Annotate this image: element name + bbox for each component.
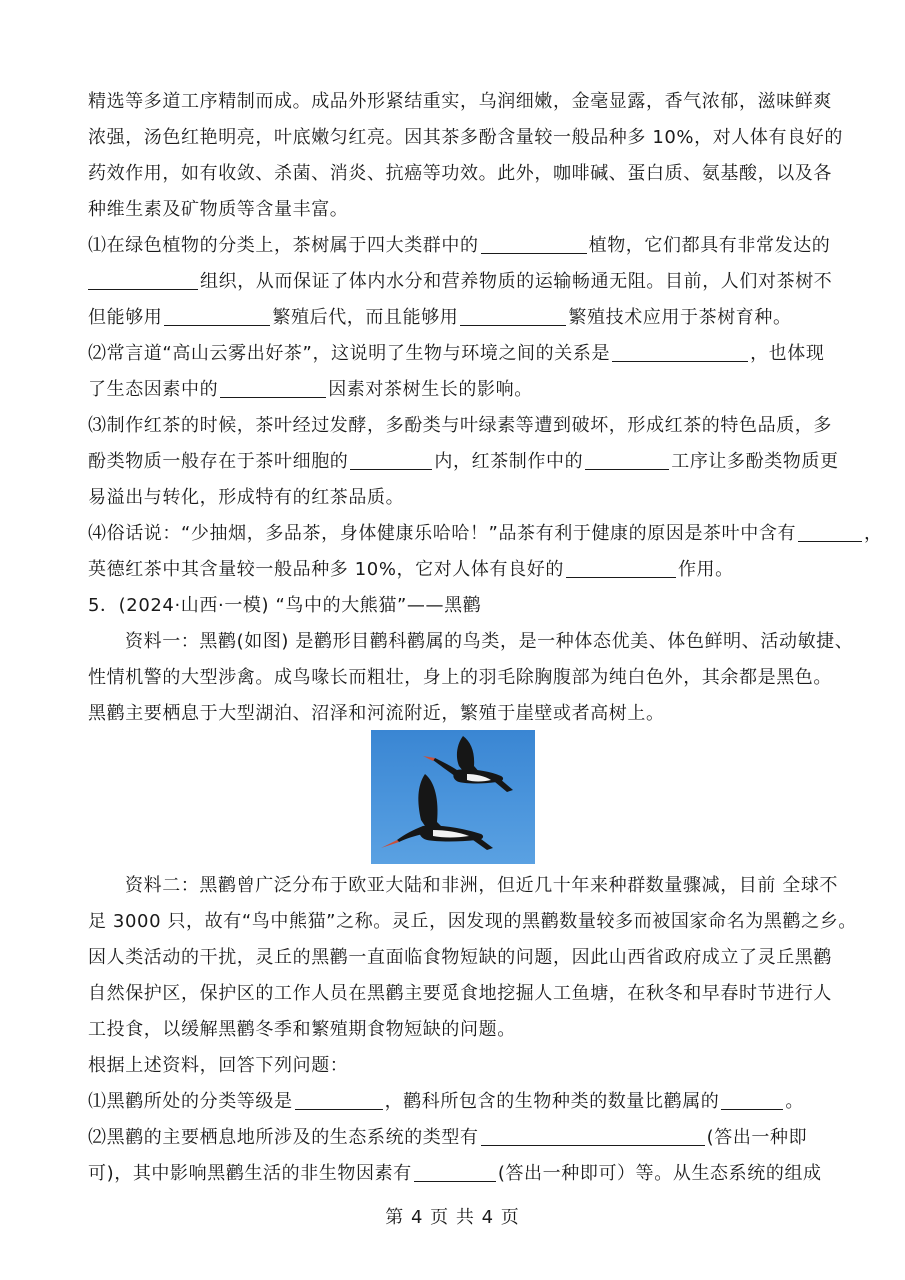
answer-blank[interactable]	[585, 451, 669, 470]
text: 因人类活动的干扰，灵丘的黑鹳一直面临食物短缺的问题，因此山西省政府成立了灵丘黑鹳	[88, 947, 832, 968]
text-line	[88, 198, 823, 222]
text: 资料二：黑鹳曾广泛分布于欧亚大陆和非洲，但近几十年来种群数量骤减，目前 全球不	[125, 875, 839, 896]
answer-blank[interactable]	[798, 523, 862, 542]
answer-blank[interactable]	[164, 307, 270, 326]
text: 繁殖技术应用于茶树育种。	[568, 307, 792, 328]
material-2-line	[88, 910, 857, 934]
text-line	[88, 90, 832, 114]
text: 繁殖后代，而且能够用	[272, 307, 459, 328]
question-2-line	[88, 342, 823, 366]
question-5-2-line	[88, 1162, 823, 1186]
page-number: 第 4 页 共 4 页	[385, 1207, 520, 1228]
text: 英德红茶中其含量较一般品种多 10%，它对人体有良好的	[88, 559, 564, 580]
text: ⑷俗话说：“少抽烟，多品茶，身体健康乐哈哈！”品茶有利于健康的原因是茶叶中含有	[88, 523, 797, 544]
material-1-line	[125, 630, 854, 654]
text: 工序让多酚类物质更	[671, 451, 839, 472]
text-line	[88, 126, 843, 150]
question-2-line	[88, 378, 823, 402]
black-stork-photo	[371, 730, 535, 864]
text: 自然保护区，保护区的工作人员在黑鹳主要觅食地挖掘人工鱼塘，在秋冬和早春时节进行人	[88, 983, 832, 1004]
question-3-line	[88, 450, 839, 474]
answer-blank[interactable]	[460, 307, 566, 326]
question-5-2-line	[88, 1126, 823, 1150]
text: 可)，其中影响黑鹳生活的非生物因素有	[88, 1163, 412, 1184]
instruction-line	[88, 1054, 823, 1078]
material-2-line	[88, 982, 832, 1006]
material-1-line	[88, 702, 823, 726]
text: ，鹳科所包含的生物种类的数量比鹳属的	[384, 1091, 720, 1112]
text: 5．(2024·山西·一模) “鸟中的大熊猫”——黑鹳	[88, 595, 482, 616]
question-1-line	[88, 306, 823, 330]
material-1-line	[88, 666, 832, 690]
text: ，	[864, 523, 883, 544]
text: ⑶制作红茶的时候，茶叶经过发酵，多酚类与叶绿素等遭到破坏，形成红茶的特色品质，多	[88, 415, 832, 436]
answer-blank[interactable]	[566, 559, 676, 578]
text: 黑鹳主要栖息于大型湖泊、沼泽和河流附近，繁殖于崖壁或者高树上。	[88, 703, 665, 724]
text: 内，红茶制作中的	[434, 451, 584, 472]
text: 酚类物质一般存在于茶叶细胞的	[88, 451, 349, 472]
stork-lower	[381, 774, 493, 850]
answer-blank[interactable]	[220, 379, 326, 398]
text: 。	[785, 1091, 805, 1112]
answer-blank[interactable]	[350, 451, 432, 470]
text: 精选等多道工序精制而成。成品外形紧结重实，乌润细嫩，金毫显露，香气浓郁，滋味鲜爽	[88, 91, 832, 112]
text: 根据上述资料，回答下列问题：	[88, 1055, 349, 1076]
text: 工投食，以缓解黑鹳冬季和繁殖期食物短缺的问题。	[88, 1019, 516, 1040]
text: 了生态因素中的	[88, 379, 219, 400]
answer-blank[interactable]	[414, 1163, 496, 1182]
text-line	[88, 162, 832, 186]
answer-blank[interactable]	[721, 1091, 783, 1110]
question-4-line	[88, 522, 883, 546]
text: 药效作用，如有收敛、杀菌、消炎、抗癌等功效。此外，咖啡碱、蛋白质、氨基酸，以及各	[88, 163, 832, 184]
text: 因素对茶树生长的影响。	[328, 379, 533, 400]
black-stork-illustration	[371, 730, 535, 864]
text: ⑴黑鹳所处的分类等级是	[88, 1091, 293, 1112]
text: 植物，它们都具有非常发达的	[588, 235, 831, 256]
text: 性情机警的大型涉禽。成鸟喙长而粗壮，身上的羽毛除胸腹部为纯白色外，其余都是黑色。	[88, 667, 832, 688]
question-5-title	[88, 594, 823, 618]
text: (答出一种即可）等。从生态系统的组成	[497, 1163, 822, 1184]
answer-blank[interactable]	[481, 235, 587, 254]
answer-blank[interactable]	[612, 343, 748, 362]
question-1-line	[88, 234, 831, 258]
text: ，也体现	[750, 343, 825, 364]
answer-blank[interactable]	[481, 1127, 705, 1146]
text: ⑵常言道“高山云雾出好茶”，这说明了生物与环境之间的关系是	[88, 343, 611, 364]
text: 组织，从而保证了体内水分和营养物质的运输畅通无阻。目前，人们对茶树不	[200, 271, 833, 292]
text: 资料一：黑鹳(如图) 是鹳形目鹳科鹳属的鸟类，是一种体态优美、体色鲜明、活动敏捷、	[125, 631, 854, 652]
question-3-line	[88, 486, 823, 510]
text: 浓强，汤色红艳明亮，叶底嫩匀红亮。因其茶多酚含量较一般品种多 10%，对人体有良好的	[88, 127, 843, 148]
question-1-line	[88, 270, 833, 294]
text: 易溢出与转化，形成特有的红茶品质。	[88, 487, 405, 508]
text: (答出一种即	[706, 1127, 808, 1148]
answer-blank[interactable]	[295, 1091, 383, 1110]
answer-blank[interactable]	[88, 271, 198, 290]
text: 足 3000 只，故有“鸟中熊猫”之称。灵丘，因发现的黑鹳数量较多而被国家命名为黑鹳之乡。	[88, 911, 857, 932]
text: ⑵黑鹳的主要栖息地所涉及的生态系统的类型有	[88, 1127, 479, 1148]
material-2-line	[88, 1018, 823, 1042]
question-3-line	[88, 414, 832, 438]
stork-upper	[423, 736, 513, 792]
text: 但能够用	[88, 307, 163, 328]
question-4-line	[88, 558, 823, 582]
text: ⑴在绿色植物的分类上，茶树属于四大类群中的	[88, 235, 479, 256]
text: 种维生素及矿物质等含量丰富。	[88, 199, 349, 220]
material-2-line	[88, 946, 832, 970]
text: 作用。	[677, 559, 734, 580]
question-5-1-line	[88, 1090, 823, 1114]
material-2-line	[125, 874, 839, 898]
